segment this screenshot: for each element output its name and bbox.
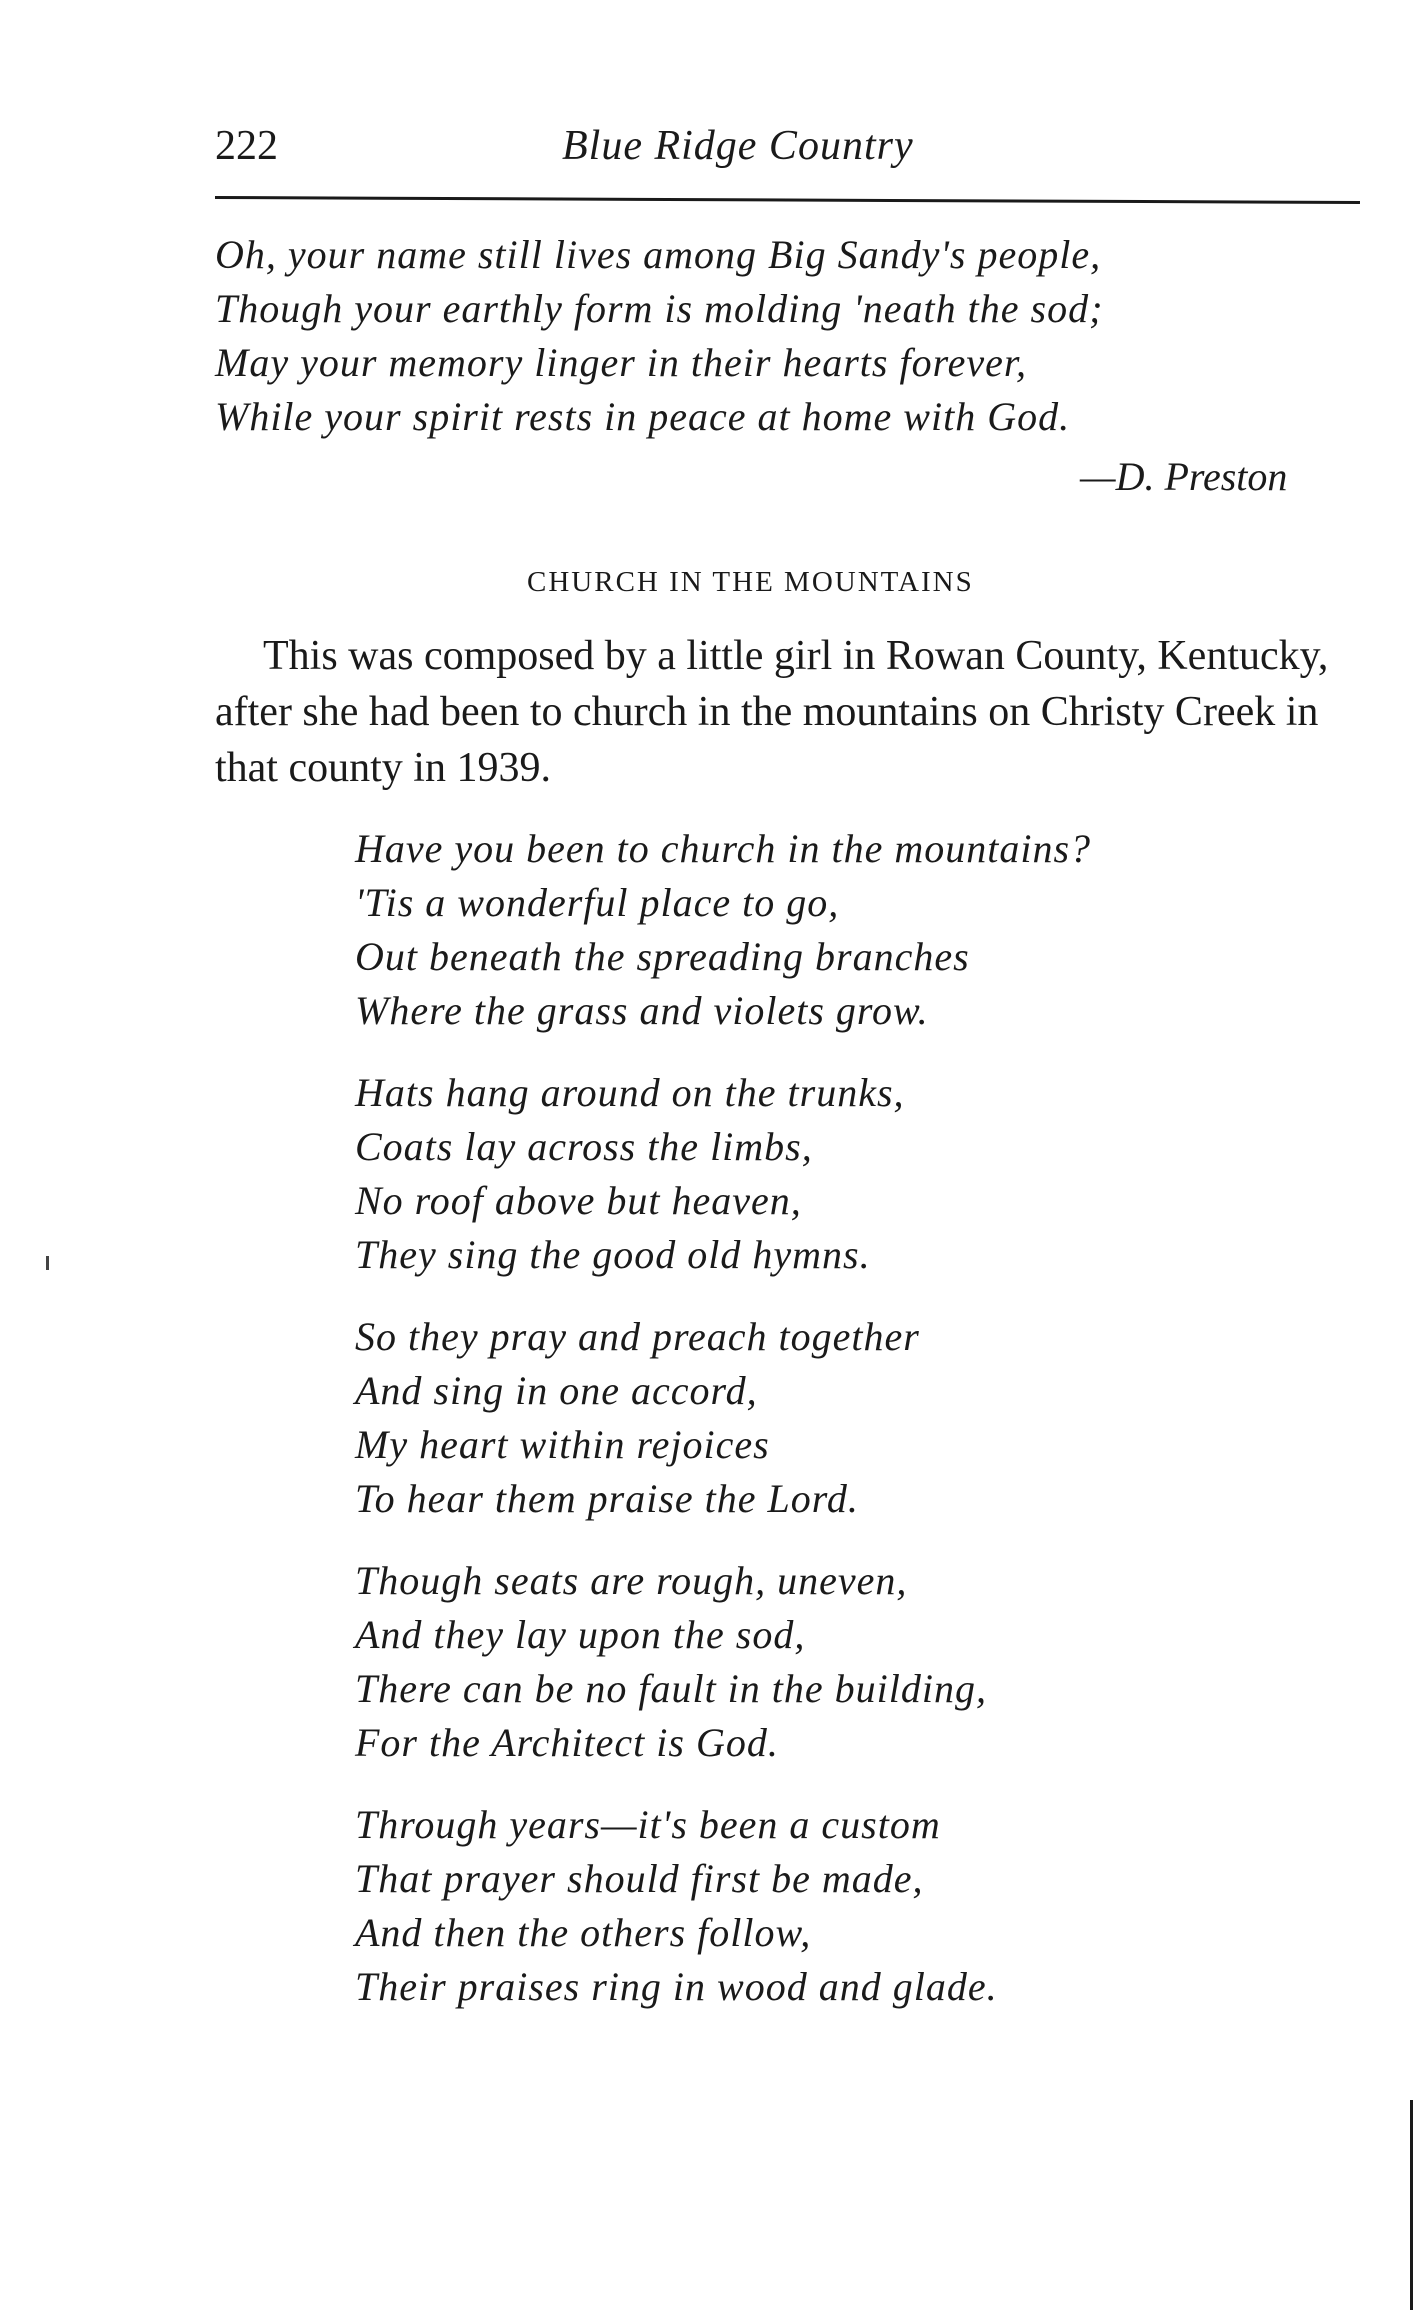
stanza <box>355 1066 1091 1282</box>
verse-line: May your memory linger in their hearts forever, <box>215 340 1028 385</box>
verse-line: Though your earthly form is molding 'neath the sod; <box>215 286 1104 331</box>
verse-line: And they lay upon the sod, <box>355 1612 806 1657</box>
poem-body <box>355 822 1091 2042</box>
running-title: Blue Ridge Country <box>562 123 914 169</box>
stanza <box>355 822 1091 1038</box>
scan-speck <box>46 1256 49 1270</box>
stanza <box>355 1554 1091 1770</box>
verse-line: While your spirit rests in peace at home with God. <box>215 394 1071 439</box>
intro-paragraph <box>215 628 1365 796</box>
verse-line: Coats lay across the limbs, <box>355 1124 813 1169</box>
verse-line: Oh, your name still lives among Big Sandy's people, <box>215 232 1102 277</box>
verse-line: So they pray and preach together <box>355 1314 920 1359</box>
intro-text: This was composed by a little girl in Rowan County, Kentucky, after she had been to church in the mountains on Christy Creek in that county in 1939. <box>215 633 1329 791</box>
preceding-poem-stanza <box>215 228 1103 444</box>
verse-line: Hats hang around on the trunks, <box>355 1070 905 1115</box>
verse-line: Though seats are rough, uneven, <box>355 1558 908 1603</box>
verse-line: And then the others follow, <box>355 1910 812 1955</box>
poem-attribution: —D. Preston <box>1080 454 1288 499</box>
verse-line: They sing the good old hymns. <box>355 1232 871 1277</box>
verse-line: To hear them praise the Lord. <box>355 1476 859 1521</box>
section-title: CHURCH IN THE MOUNTAINS <box>527 566 974 598</box>
verse-line: No roof above but heaven, <box>355 1178 802 1223</box>
verse-line: Out beneath the spreading branches <box>355 934 970 979</box>
verse-line: Their praises ring in wood and glade. <box>355 1964 998 2009</box>
stanza <box>355 1310 1091 1526</box>
verse-line: For the Architect is God. <box>355 1720 779 1765</box>
verse-line: There can be no fault in the building, <box>355 1666 988 1711</box>
stanza <box>355 1798 1091 2014</box>
verse-line: Where the grass and violets grow. <box>355 988 929 1033</box>
verse-line: My heart within rejoices <box>355 1422 770 1467</box>
verse-line: That prayer should first be made, <box>355 1856 924 1901</box>
verse-line: 'Tis a wonderful place to go, <box>355 880 840 925</box>
verse-line: Through years—it's been a custom <box>355 1802 941 1847</box>
verse-line: Have you been to church in the mountains? <box>355 826 1092 871</box>
page-edge-mark <box>1410 2100 1413 2310</box>
header-rule <box>215 196 1360 204</box>
page-number: 222 <box>215 123 278 169</box>
verse-line: And sing in one accord, <box>355 1368 758 1413</box>
